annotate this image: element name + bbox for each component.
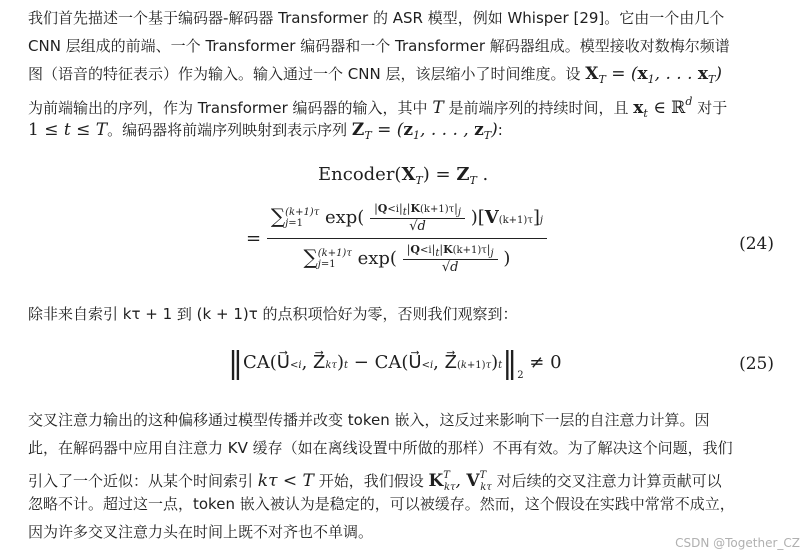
math-zt-def: $Z_T = (z_1$, . . . , $z_T$) [351,120,498,142]
intro-line-4-text-a: 为前端输出的序列，作为 Transformer 编码器的输入，其中 [28,99,428,117]
approx-line-5: 因为许多交叉注意力头在时间上既不对齐也不单调。 [28,523,374,541]
intro-line-3-text: 图（语音的特征表示）作为输入。输入通过一个 CNN 层，该层缩小了时间维度。设 [28,65,581,83]
approx-line-2: 此，在解码器中应用自注意力 KV 缓存（如在离线设置中所做的那样）不再有效。为了解决这个问题，我们 [28,439,733,457]
approx-line-1: 交叉注意力输出的这种偏移通过模型传播并改变 token 嵌入，这反过来影响下一层的自注意力计算。因 [28,411,710,429]
eq24-inner-fraction-top: $\frac{|Q<i|_t|K(k+1)\tau|_j}{√d}$ [370,202,465,234]
eq24-fraction: ∑(k+1)τ j=1 exp( $\frac{|Q<i|_t|K(k+1)\tau|_j}{√d}$ )[V(k+1)τ]j ∑(k+1)τ j=1 exp( $\frac{|Q<i|_t|K(k+1)\tau|_j}{√d}$ ) [267,202,547,275]
equation-25: ‖CA(U⃗<i, Z⃗kτ)t − CA(U⃗<i, $Z⃗(k+1)\tau)t‖_2 \ne 0$ [228,346,562,381]
math-T: T [432,98,444,118]
paragraph-observation: 除非来自索引 kτ + 1 到 (k + 1)τ 的点积项恰好为零，否则我们观察到： [28,305,518,323]
approx-line-3-text-b: 开始，我们假设 [318,472,424,490]
intro-line-5: 1 ≤ t ≤ T。编码器将前端序列映射到表示序列 $Z_T = (z_1$, . . . , $z_T$): [28,120,503,142]
equation-25-number: (25) [739,354,774,374]
math-kv-ktau: $K^T_{k\tau}$, $V^T_{k\tau}$ [428,470,492,493]
equation-24-number: (24) [739,234,774,254]
math-xt-def: $X_T = (x_1$, . . . $x_T$) [585,64,722,86]
math-xt-in-rd: $x_t$ ∈ ℝ$^d$ [633,95,693,120]
intro-line-4-text-c: 对于 [697,99,728,117]
approx-line-4: 忽略不计。超过这一点，token 嵌入被认为是稳定的，可以被缓存。然而，这个假设在实践中常常不成立， [28,495,735,513]
csdn-watermark: CSDN @Together_CZ [675,536,800,550]
approx-line-3-text-c: 对后续的交叉注意力计算贡献可以 [496,472,722,490]
equation-24: = ∑(k+1)τ j=1 exp( $\frac{|Q<i|_t|K(k+1)\tau|_j}{√d}$ )[V(k+1)τ]j ∑(k+1)τ j=1 exp( $\frac{|Q<i|_t|K(k+1)\tau|_j}{√d}$ ) [246,202,547,275]
intro-line-1: 我们首先描述一个基于编码器-解码器 Transformer 的 ASR 模型，例如 Whisper [29]。它由一个由几个 [28,9,725,27]
intro-line-4-text-b: 是前端序列的持续时间，且 [448,99,629,117]
equation-encoder: $Encoder(X_T) = Z_T$ . [318,164,489,187]
math-t-range: 1 ≤ t ≤ T [28,120,108,140]
approx-line-3-text-a: 引入了一个近似：从某个时间索引 [28,472,254,490]
intro-line-5-text: 。编码器将前端序列映射到表示序列 [107,121,348,139]
eq24-inner-fraction-bottom: $\frac{|Q<i|_t|K(k+1)\tau|_j}{√d}$ [403,243,498,275]
intro-line-2: CNN 层组成的前端、一个 Transformer 编码器和一个 Transformer 解码器组成。模型接收对数梅尔频谱 [28,37,730,55]
math-ktau-lt-T: kτ < T [257,471,314,491]
